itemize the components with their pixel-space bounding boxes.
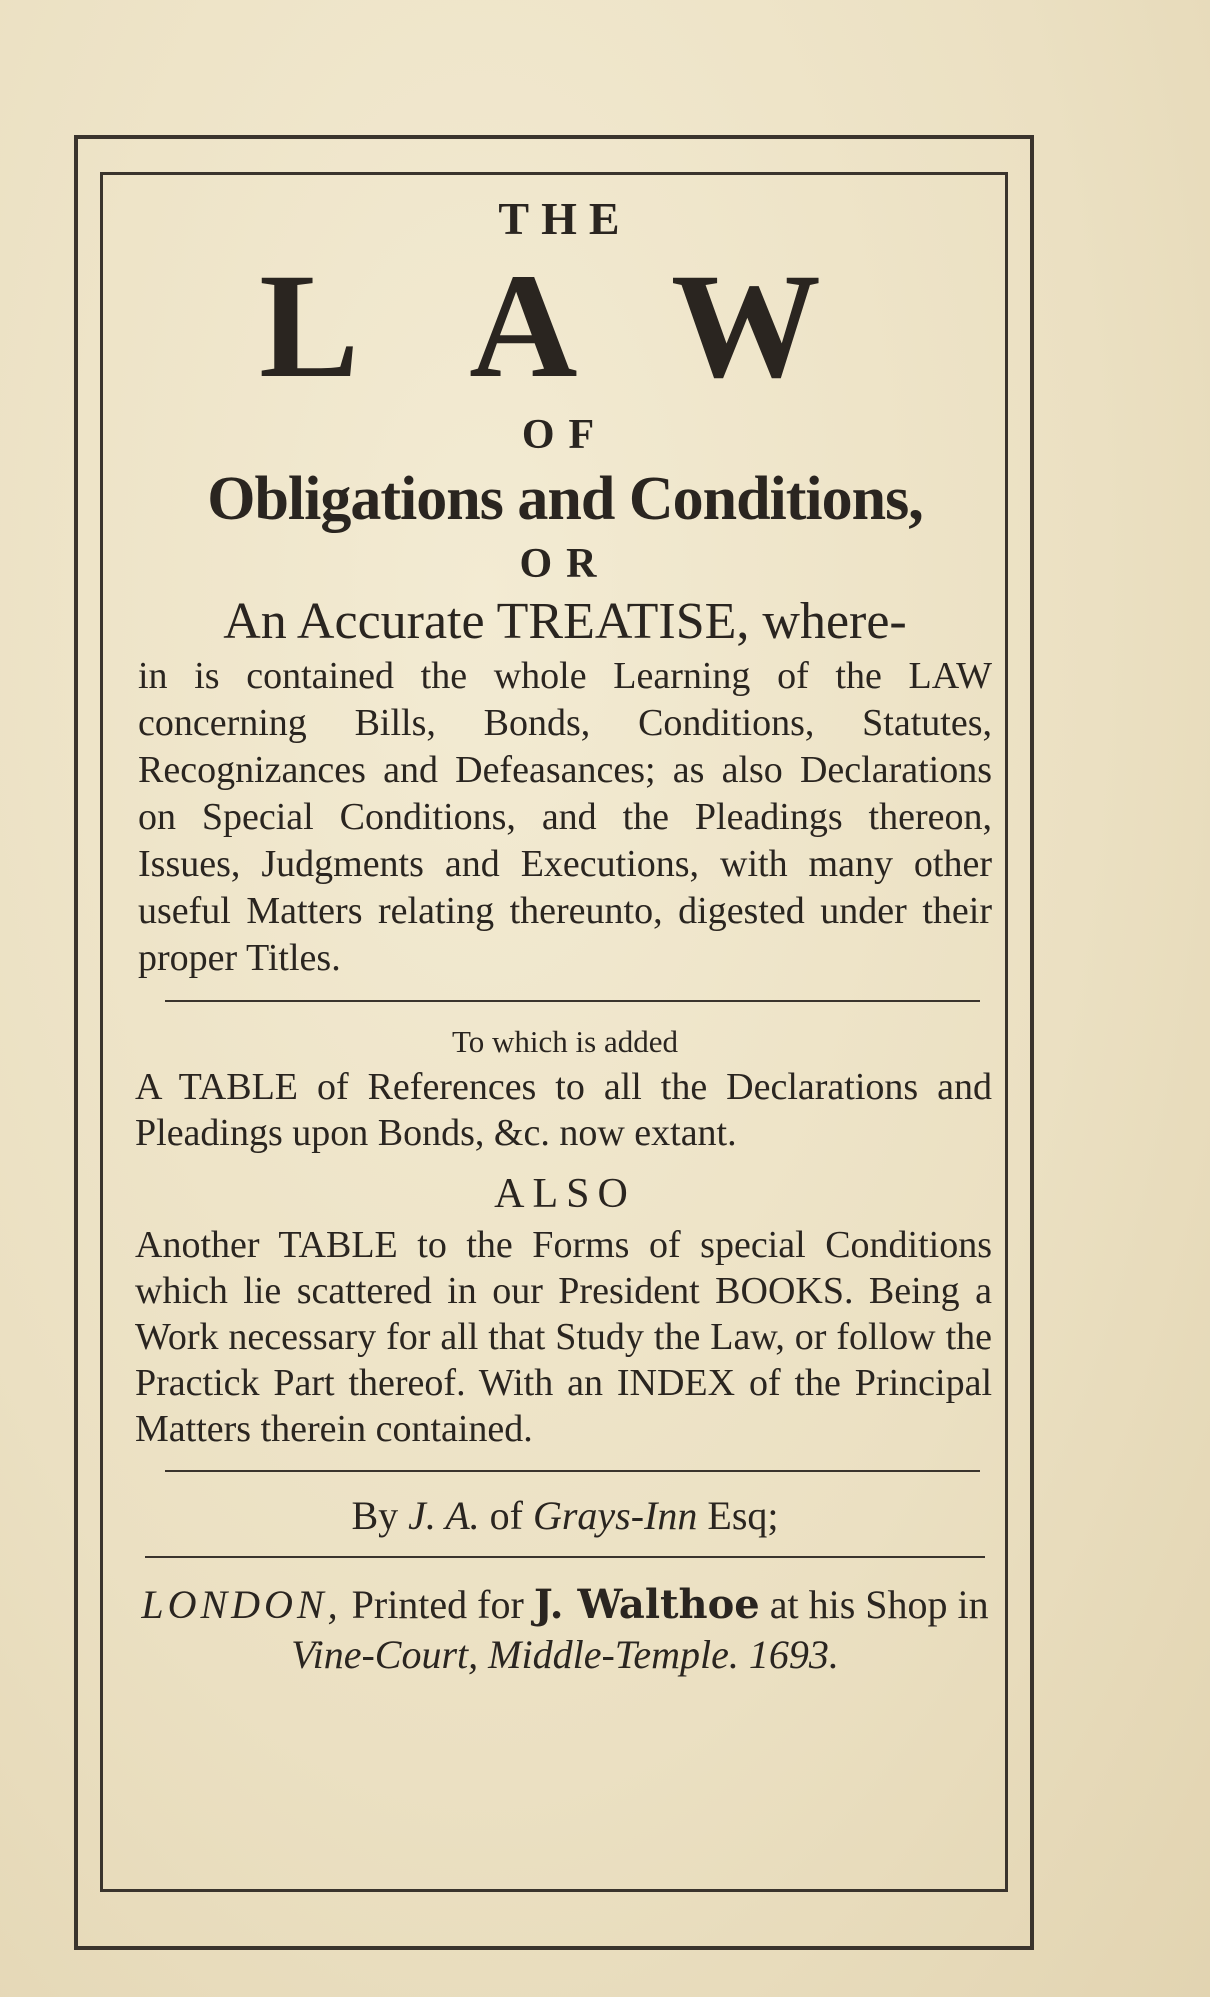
- esquire: Esq;: [707, 1493, 779, 1538]
- title-the: THE: [498, 193, 632, 244]
- of-word: of: [489, 1493, 523, 1538]
- printer-name: J. Walthoe: [533, 1581, 760, 1628]
- title-or: OR: [519, 541, 611, 587]
- also-heading: ALSO: [494, 1171, 636, 1217]
- author-initials: J. A.: [408, 1493, 480, 1538]
- imprint-court: Vine-Court,: [291, 1632, 479, 1677]
- imprint-at: at his Shop in: [769, 1582, 989, 1627]
- subtitle-lead: An Accurate TREATISE, where-: [223, 593, 907, 650]
- another-table-paragraph: Another TABLE to the Forms of special Conditions which lie scattered in our President BOOKS. Being a Work necessary for all that Study the Law, or follow the Practick Part thereof. With an INDEX of the Principal Matters therein contained.: [135, 1224, 992, 1450]
- imprint-printed: Printed for: [351, 1582, 524, 1627]
- title-of: OF: [521, 412, 609, 458]
- main-title: Obligations and Conditions,: [207, 465, 923, 533]
- imprint-temple: Middle-Temple.: [488, 1632, 739, 1677]
- title-page-content: [130, 185, 1000, 1680]
- imprint: [130, 1580, 1000, 1680]
- inn-name: Grays-Inn: [532, 1493, 698, 1538]
- divider-rule: [145, 1556, 985, 1558]
- imprint-year: 1693.: [748, 1632, 839, 1677]
- table-of-references: A TABLE of References to all the Declarations and Pleadings upon Bonds, &c. now extant.: [135, 1066, 992, 1154]
- description-paragraph: in is contained the whole Learning of the LAW concerning Bills, Bonds, Conditions, Statutes, Recognizances and Defeasances; as also Declarations on Special Conditions, and the Pleadings thereon, Issues, Judgments and Executions, with many other useful Matters relating thereunto, digested under their proper Titles.: [138, 655, 992, 979]
- imprint-place: LONDON,: [141, 1582, 342, 1627]
- by-prefix: By: [351, 1493, 399, 1538]
- author-line: [130, 1490, 1000, 1542]
- added-intro: To which is added: [452, 1024, 678, 1059]
- title-law: LAW: [259, 243, 931, 409]
- divider-rule: [165, 1000, 980, 1002]
- divider-rule: [165, 1470, 980, 1472]
